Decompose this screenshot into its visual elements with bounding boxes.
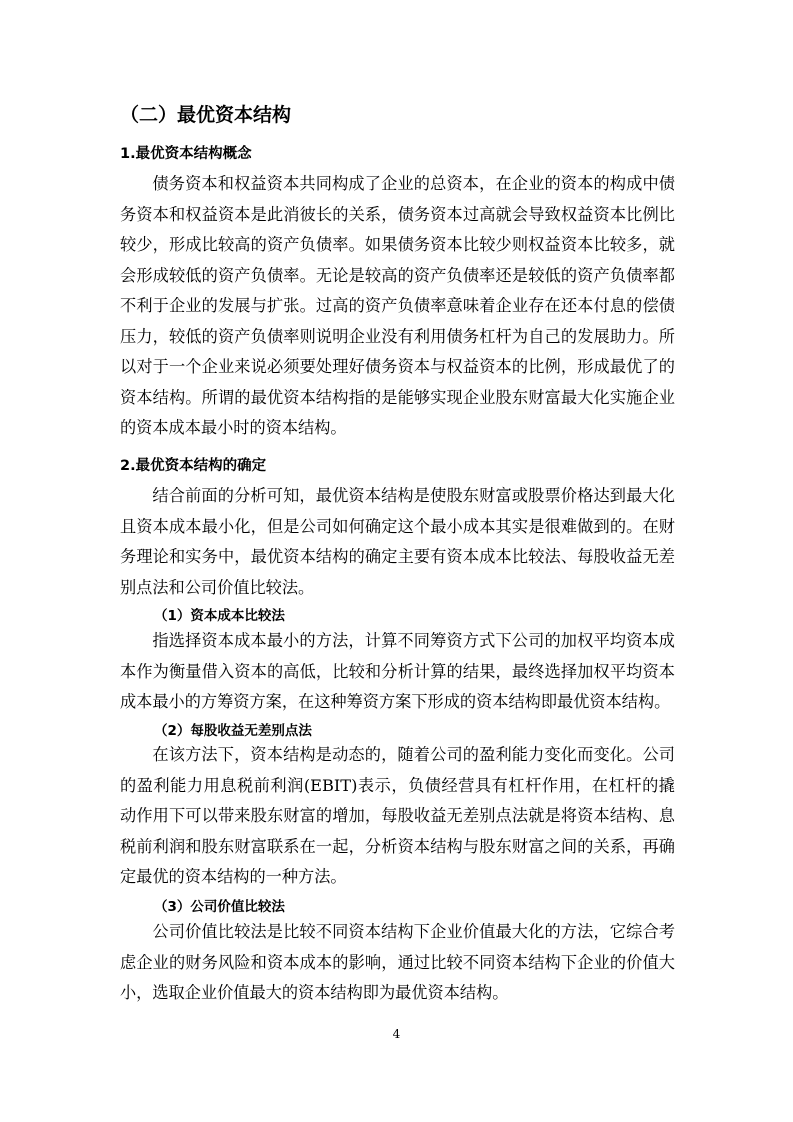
paragraph-determination: 结合前面的分析可知，最优资本结构是使股东财富或股票价格达到最大化且资本成本最小化，但是公司如何确定这个最小成本其实是很难做到的。在财务理论和实务中，最优资本结构的确定主要有资本成本比较法、每股收益无差别点法和公司价值比较法。 [120, 486, 675, 597]
subsection-heading-determination: 2.最优资本结构的确定 [120, 458, 267, 474]
subsection-heading-concept: 1.最优资本结构概念 [120, 146, 252, 162]
paragraph-eps-indifference: 在该方法下，资本结构是动态的，随着公司的盈利能力变化而变化。公司的盈利能力用息税前利润(EBIT)表示，负债经营具有杠杆作用，在杠杆的撬动作用下可以带来股东财富的增加，每股收益无差别点法就是将资本结构、息税前利润和股东财富联系在一起，分析资本结构与股东财富之间的关系，再确定最优的资本结构的一种方法。 [120, 745, 675, 886]
method-heading-value-comparison: （3）公司价值比较法 [154, 899, 285, 915]
page-number: 4 [392, 1027, 401, 1041]
section-title: （二）最优资本结构 [120, 104, 292, 126]
paragraph-value-comparison: 公司价值比较法是比较不同资本结构下企业价值最大化的方法，它综合考虑企业的财务风险和资本成本的影响，通过比较不同资本结构下企业的价值大小，选取企业价值最大的资本结构即为最优资本结构。 [120, 922, 675, 1002]
method-heading-cost-comparison: （1）资本成本比较法 [154, 608, 285, 624]
paragraph-concept: 债务资本和权益资本共同构成了企业的总资本，在企业的资本的构成中债务资本和权益资本是此消彼长的关系，债务资本过高就会导致权益资本比例比较少，形成比较高的资产负债率。如果债务资本比较少则权益资本比较多，就会形成较低的资产负债率。无论是较高的资产负债率还是较低的资产负债率都不利于企业的发展与扩张。过高的资产负债率意味着企业存在还本付息的偿债压力，较低的资产负债率则说明企业没有利用债务杠杆为自己的发展助力。所以对于一个企业来说必须要处理好债务资本与权益资本的比例，形成最优了的资本结构。所谓的最优资本结构指的是能够实现企业股东财富最大化实施企业的资本成本最小时的资本结构。 [120, 174, 675, 437]
method-heading-eps-indifference: （2）每股收益无差别点法 [154, 723, 312, 739]
paragraph-cost-comparison: 指选择资本成本最小的方法，计算不同筹资方式下公司的加权平均资本成本作为衡量借入资本的高低，比较和分析计算的结果，最终选择加权平均资本成本最小的方筹资方案，在这种筹资方案下形成的资本结构即最优资本结构。 [120, 631, 675, 711]
